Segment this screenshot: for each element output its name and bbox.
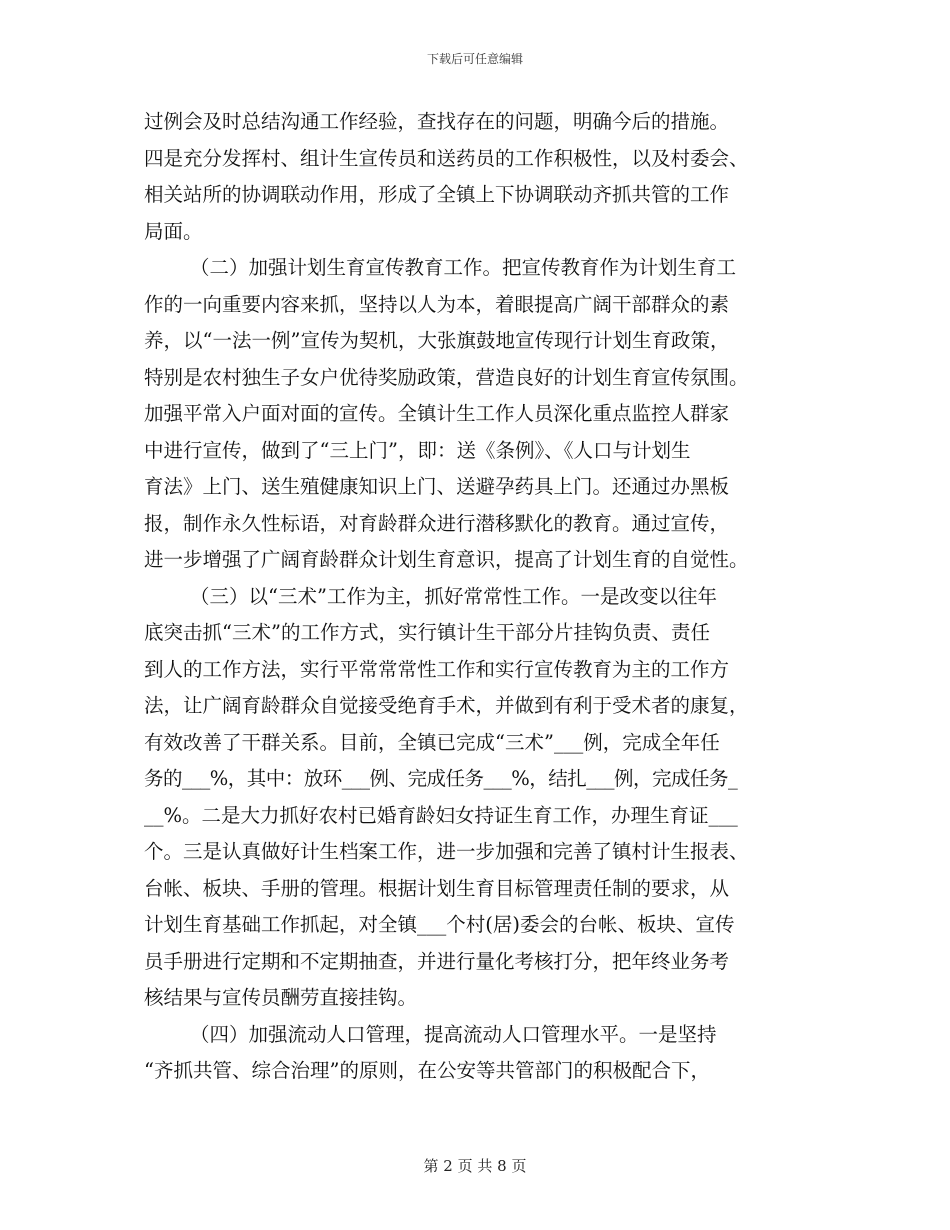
text-line: 四是充分发挥村、组计生宣传员和送药员的工作积极性，以及村委会、	[144, 146, 749, 170]
text-line: 到人的工作方法，实行平常常常性工作和实行宣传教育为主的工作方	[144, 657, 730, 681]
text-line: 务的___%，其中：放环___例、完成任务___%，结扎___例，完成任务_	[144, 767, 738, 790]
text-line: 过例会及时总结沟通工作经验，查找存在的问题，明确今后的措施。	[144, 110, 730, 133]
text-line: 特别是农村独生子女户优待奖励政策，营造良好的计划生育宣传氛围。	[144, 365, 749, 389]
text-line: 相关站所的协调联动作用，形成了全镇上下协调联动齐抓共管的工作	[144, 183, 730, 206]
text-line: “齐抓共管、综合治理”的原则，在公安等共管部门的积极配合下，	[144, 1059, 710, 1082]
text-line: 报，制作永久性标语，对育龄群众进行潜移默化的教育。通过宣传，	[144, 511, 730, 535]
page-header: 下载后可任意编辑	[426, 52, 523, 66]
text-line: 局面。	[144, 219, 203, 243]
text-line: 加强平常入户面对面的宣传。全镇计生工作人员深化重点监控人群家	[144, 402, 730, 425]
text-line: 中进行宣传，做到了“三上门”，即：送《条例》、《人口与计划生	[144, 438, 691, 462]
paragraph-start-line: （四）加强流动人口管理，提高流动人口管理水平。一是坚持	[190, 1022, 717, 1046]
text-line: 作的一向重要内容来抓，坚持以人为本，着眼提高广阔干部群众的素	[144, 292, 730, 316]
text-line: 进一步增强了广阔育龄群众计划生育意识，提高了计划生育的自觉性。	[144, 548, 749, 571]
text-line: 个。三是认真做好计生档案工作，进一步加强和完善了镇村计生报表、	[144, 840, 749, 863]
text-line: 核结果与宣传员酬劳直接挂钩。	[144, 986, 418, 1009]
text-line: 有效改善了干群关系。目前，全镇已完成“三术”___例，完成全年任	[144, 730, 720, 754]
text-line: 台帐、板块、手册的管理。根据计划生育目标管理责任制的要求，从	[144, 876, 730, 900]
text-line: 员手册进行定期和不定期抽查，并进行量化考核打分，把年终业务考	[144, 949, 730, 973]
paragraph-start-line: （三）以“三术”工作为主，抓好常常性工作。一是改变以往年	[190, 584, 717, 608]
text-line: __%。二是大力抓好农村已婚育龄妇女持证生育工作，办理生育证___	[144, 803, 738, 827]
text-line: 育法》上门、送生殖健康知识上门、送避孕药具上门。还通过办黑板	[144, 475, 730, 498]
text-line: 养，以“一法一例”宣传为契机，大张旗鼓地宣传现行计划生育政策，	[144, 329, 730, 352]
text-line: 底突击抓“三术”的工作方式，实行镇计生干部分片挂钩负责、责任	[144, 621, 710, 644]
page-footer: 第 2 页 共 8 页	[423, 1157, 527, 1175]
paragraph-start-line: （二）加强计划生育宣传教育工作。把宣传教育作为计划生育工	[190, 256, 737, 279]
text-line: 法，让广阔育龄群众自觉接受绝育手术，并做到有利于受术者的康复，	[144, 694, 749, 717]
text-line: 计划生育基础工作抓起，对全镇___个村(居)委会的台帐、板块、宣传	[144, 913, 735, 936]
body-text	[144, 104, 804, 1090]
